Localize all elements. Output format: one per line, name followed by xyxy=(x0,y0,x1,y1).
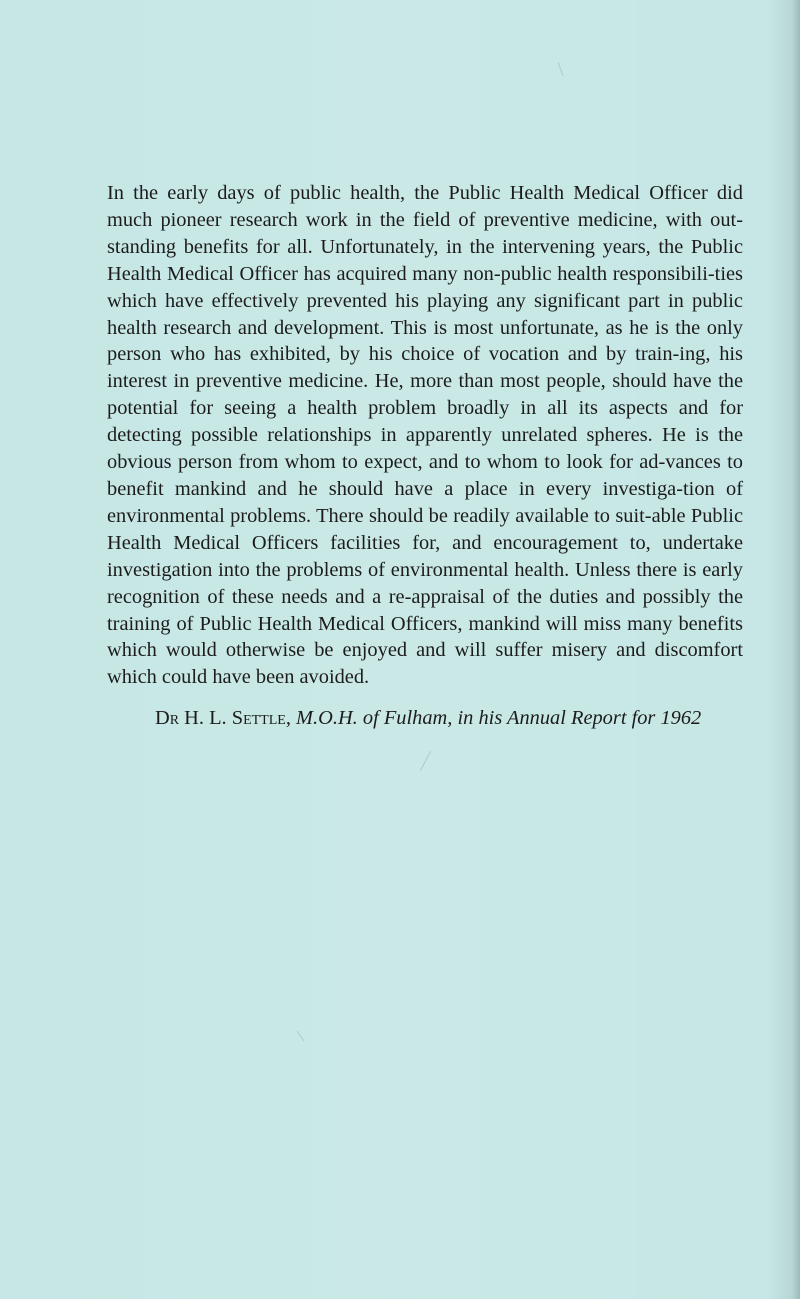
attribution-role: M.O.H. xyxy=(296,707,358,729)
quoted-passage: In the early days of public health, the Public Health Medical Officer did much pioneer research work in the field of preventive medicine, with out-standing benefits for all. Unfortunately, in the intervening years, the Public Health Medical Officer has acquired many non-public health responsibili-ties which have effectively prevented his playing any significant part in public health research and development. This is most unfortunate, as he is the only person who has exhibited, by his choice of vocation and by train-ing, his interest in preventive medicine. He, more than most people, should have the potential for seeing a health problem broadly in all its aspects and for detecting possible relationships in apparently unrelated spheres. He is the obvious person from whom to expect, and to whom to look for ad-vances to benefit mankind and he should have a place in every investiga-tion of environmental problems. There should be readily available to suit-able Public Health Medical Officers facilities for, and encouragement to, undertake investigation into the problems of environmental health. Unless there is early recognition of these needs and a re-appraisal of the duties and possibly the training of Public Health Medical Officers, mankind will miss many benefits which would otherwise be enjoyed and will suffer misery and discomfort which could have been avoided. xyxy=(107,182,743,689)
attribution-author: Dr H. L. Settle, xyxy=(155,707,291,729)
attribution-source: in his Annual Report for 1962 xyxy=(457,707,702,729)
page-edge-shadow xyxy=(792,0,800,1299)
paper-speck xyxy=(297,1031,305,1041)
paper-speck xyxy=(420,751,431,771)
paper-speck xyxy=(558,62,564,75)
attribution-place: of Fulham, xyxy=(362,707,453,729)
quote-attribution xyxy=(155,705,775,731)
